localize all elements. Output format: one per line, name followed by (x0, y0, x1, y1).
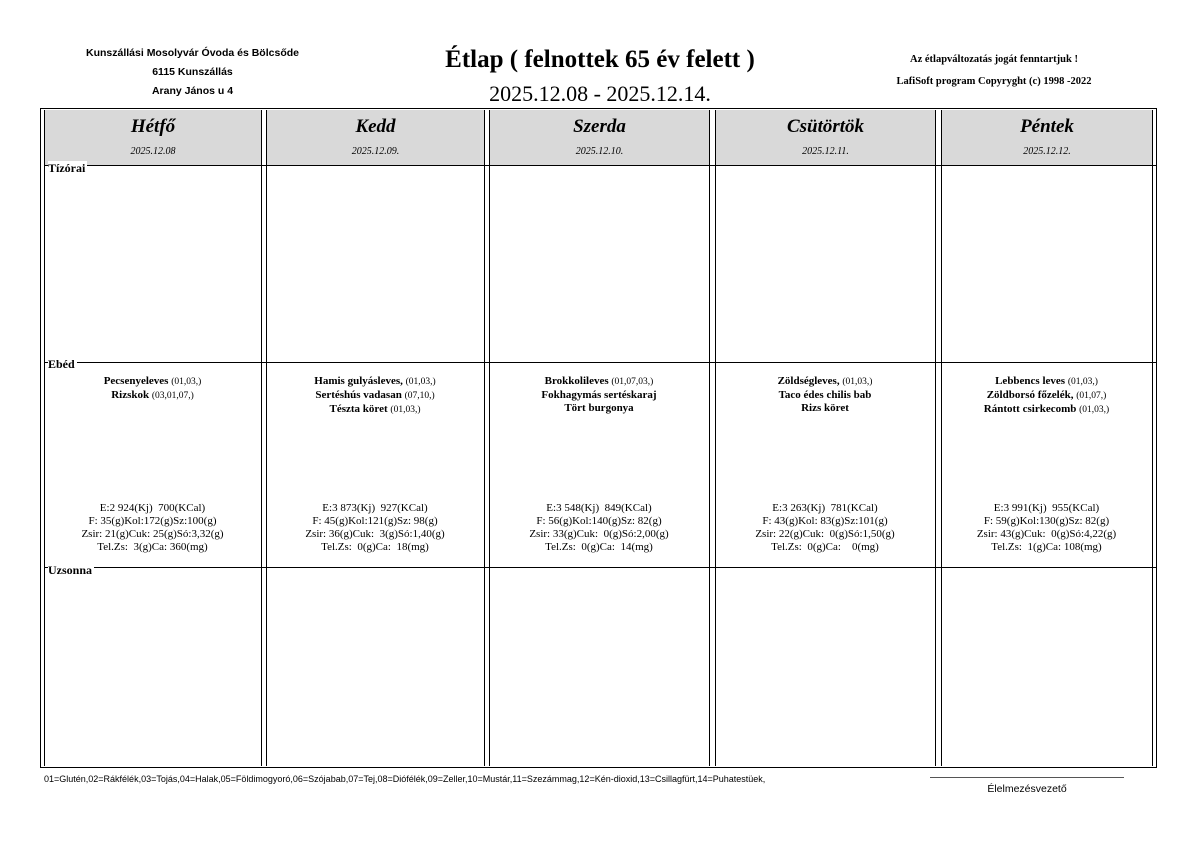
menu-date-range: 2025.12.08 - 2025.12.14. (489, 81, 711, 106)
lunch-dishes (715, 375, 935, 415)
column-line (935, 110, 936, 766)
meal-label: Tízórai (48, 161, 86, 175)
row-line (44, 165, 1157, 166)
column-line (489, 110, 490, 766)
dish-allergens: (01,03,) (842, 377, 873, 387)
nutrition-info (489, 502, 709, 554)
column-line (261, 110, 262, 766)
dish-name: Brokkolileves (544, 375, 609, 387)
nutrition-line: Zsir: 36(g)Cuk: 3(g)Só:1,40(g) (305, 528, 445, 540)
column-line (941, 110, 942, 766)
dish-name: Zöldborsó főzelék, (986, 389, 1074, 401)
nutrition-line: Tel.Zs: 0(g)Ca: 14(mg) (545, 541, 653, 553)
dish-name: Taco édes chilis bab (778, 389, 872, 401)
nutrition-line: Zsir: 22(g)Cuk: 0(g)Só:1,50(g) (755, 528, 895, 540)
day-name: Szerda (573, 116, 626, 137)
dish-item (44, 375, 261, 389)
signature-line (930, 777, 1124, 778)
change-notice: Az étlapváltozatás jogát fenntartjuk ! (910, 54, 1078, 65)
dish-allergens: (01,07,) (1076, 391, 1107, 401)
dish-name: Lebbencs leves (995, 375, 1066, 387)
dish-item (266, 375, 484, 389)
dish-item (266, 403, 484, 417)
dish-name: Tört burgonya (564, 402, 634, 414)
nutrition-line: Tel.Zs: 0(g)Ca: 18(mg) (321, 541, 429, 553)
dish-name: Hamis gulyásleves, (314, 375, 403, 387)
day-name: Csütörtök (786, 116, 865, 137)
day-name: Kedd (355, 116, 396, 137)
dish-item (489, 402, 709, 415)
nutrition-info (941, 502, 1152, 554)
nutrition-line: Zsir: 21(g)Cuk: 25(g)Só:3,32(g) (81, 528, 224, 540)
dish-item (941, 389, 1152, 403)
dish-name: Tészta köret (329, 403, 388, 415)
dish-allergens: (01,03,) (171, 377, 202, 387)
column-line (484, 110, 485, 766)
meal-label: Uzsonna (48, 563, 93, 577)
nutrition-info (44, 502, 261, 554)
nutrition-line: E:3 991(Kj) 955(KCal) (993, 502, 1100, 514)
nutrition-line: Tel.Zs: 0(g)Ca: 0(mg) (771, 541, 879, 553)
dish-allergens: (07,10,) (404, 391, 435, 401)
dish-item (489, 389, 709, 402)
day-name: Péntek (1020, 116, 1074, 137)
dish-allergens: (01,03,) (405, 377, 436, 387)
nutrition-line: F: 45(g)Kol:121(g)Sz: 98(g) (312, 515, 438, 527)
nutrition-line: E:2 924(Kj) 700(KCal) (99, 502, 206, 514)
nutrition-info (715, 502, 935, 554)
dish-allergens: (01,03,) (1079, 405, 1110, 415)
nutrition-line: Zsir: 43(g)Cuk: 0(g)Só:4,22(g) (976, 528, 1117, 540)
day-header (490, 110, 709, 165)
day-date: 2025.12.09. (351, 146, 400, 157)
day-date: 2025.12.10. (575, 146, 624, 157)
nutrition-line: Tel.Zs: 3(g)Ca: 360(mg) (97, 541, 208, 553)
row-line (44, 362, 1157, 363)
signature-label: Élelmezésvezető (987, 783, 1067, 795)
nutrition-line: F: 35(g)Kol:172(g)Sz:100(g) (88, 515, 217, 527)
dish-item (266, 389, 484, 403)
nutrition-line: F: 59(g)Kol:130(g)Sz: 82(g) (983, 515, 1110, 527)
day-header (716, 110, 935, 165)
nutrition-line: Zsir: 33(g)Cuk: 0(g)Só:2,00(g) (529, 528, 669, 540)
header-notice (858, 49, 1130, 93)
dish-item (489, 375, 709, 389)
dish-allergens: (03,01,07,) (151, 391, 194, 401)
menu-title: Étlap ( felnottek 65 év felett ) (445, 46, 755, 73)
institution-info (40, 44, 345, 101)
nutrition-line: E:3 873(Kj) 927(KCal) (322, 502, 428, 514)
dish-name: Rizs köret (801, 402, 849, 414)
dish-item (715, 402, 935, 415)
column-line (709, 110, 710, 766)
column-line (715, 110, 716, 766)
dish-item (44, 389, 261, 403)
dish-name: Sertéshús vadasan (315, 389, 402, 401)
nutrition-info (266, 502, 484, 554)
day-name: Hétfő (130, 116, 176, 137)
dish-name: Rizskok (111, 389, 150, 401)
dish-name: Fokhagymás sertéskaraj (541, 389, 657, 401)
allergen-legend: 01=Glutén,02=Rákfélék,03=Tojás,04=Halak,05=Földimogyoró,06=Szójabab,07=Tej,08=Diófélék,09=Zeller,10=Mustár,11=Szezámmag,12=Kén-dioxid,13=Csillagfürt,14=Puhatestüek, (44, 774, 766, 784)
dish-allergens: (01,03,) (390, 405, 421, 415)
dish-name: Rántott csirkecomb (983, 403, 1077, 415)
nutrition-line: E:3 548(Kj) 849(KCal) (546, 502, 652, 514)
meal-label: Ebéd (48, 357, 75, 371)
menu-grid-frame (40, 108, 1157, 768)
day-header (942, 110, 1152, 165)
dish-allergens: (01,03,) (1067, 377, 1098, 387)
column-line (44, 110, 45, 766)
dish-item (715, 389, 935, 402)
day-date: 2025.12.11. (802, 146, 849, 157)
day-header (45, 110, 261, 165)
nutrition-line: Tel.Zs: 1(g)Ca: 108(mg) (991, 541, 1102, 553)
dish-item (715, 375, 935, 389)
dish-name: Pecsenyeleves (103, 375, 169, 387)
lunch-dishes (489, 375, 709, 415)
day-date: 2025.12.12. (1023, 146, 1071, 157)
dish-allergens: (01,07,03,) (611, 377, 654, 387)
nutrition-line: F: 56(g)Kol:140(g)Sz: 82(g) (536, 515, 662, 527)
day-header (267, 110, 484, 165)
institution-city: 6115 Kunszállás (152, 66, 233, 78)
lunch-dishes (44, 375, 261, 403)
copyright-text: LafiSoft program Copyryght (c) 1998 -2022 (896, 76, 1092, 87)
institution-address: Arany János u 4 (151, 85, 234, 97)
column-line (266, 110, 267, 766)
dish-name: Zöldségleves, (777, 375, 840, 387)
lunch-dishes (266, 375, 484, 417)
nutrition-line: F: 43(g)Kol: 83(g)Sz:101(g) (762, 515, 888, 527)
institution-name: Kunszállási Mosolyvár Óvoda és Bölcsőde (86, 47, 299, 59)
dish-item (941, 375, 1152, 389)
row-line (44, 567, 1157, 568)
lunch-dishes (941, 375, 1152, 417)
day-date: 2025.12.08 (130, 146, 176, 157)
dish-item (941, 403, 1152, 417)
nutrition-line: E:3 263(Kj) 781(KCal) (772, 502, 878, 514)
column-line (1152, 110, 1153, 766)
